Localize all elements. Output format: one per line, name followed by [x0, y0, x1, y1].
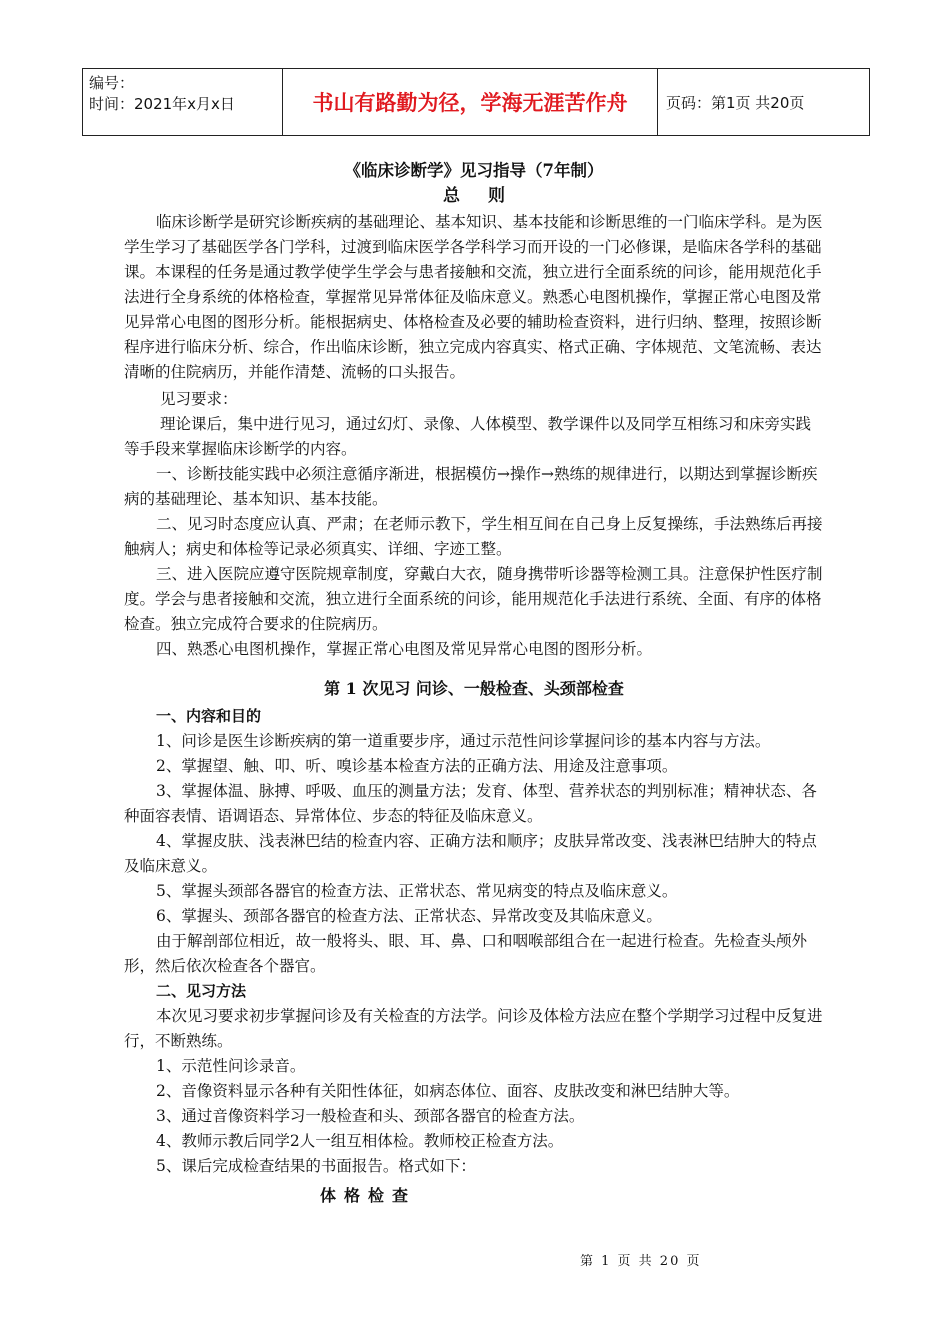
page-info-text: 页码：第1页 共20页 — [666, 93, 805, 112]
doc-subtitle: 总则 — [443, 186, 533, 206]
motto-cell — [283, 69, 658, 135]
part-2-item-3: 3、通过音像资料学习一般检查和头、颈部各器官的检查方法。 — [156, 1107, 585, 1125]
part-1-item-6: 6、掌握头、颈部各器官的检查方法、正常状态、异常改变及其临床意义。 — [156, 907, 662, 925]
doc-title: 《临床诊断学》见习指导（7年制） — [344, 161, 604, 180]
rule-1: 一、诊断技能实践中必须注意循序渐进，根据模仿→操作→熟练的规律进行，以期达到掌握诊断疾病的基础理论、基本知识、基本技能。 — [124, 465, 818, 508]
part-1-heading: 一、内容和目的 — [156, 707, 262, 725]
requirement-heading: 见习要求： — [160, 390, 238, 408]
part-1-item-4: 4、掌握皮肤、浅表淋巴结的检查内容、正确方法和顺序；皮肤异常改变、浅表淋巴结肿大的特点及临床意义。 — [124, 832, 817, 875]
part-1-item-5: 5、掌握头颈部各器官的检查方法、正常状态、常见病变的特点及临床意义。 — [156, 882, 678, 900]
intro-paragraph: 临床诊断学是研究诊断疾病的基础理论、基本知识、基本技能和诊断思维的一门临床学科。是为医学生学习了基础医学各门学科，过渡到临床医学各学科学习而开设的一门必修课，是临床各学科的基础课。本课程的任务是通过教学使学生学会与患者接触和交流，独立进行全面系统的问诊，能用规范化手法进行全身系统的体格检查，掌握常见异常体征及临床意义。熟悉心电图机操作，掌握正常心电图及常见异常心电图的图形分析。能根据病史、体格检查及必要的辅助检查资料，进行归纳、整理，按照诊断程序进行临床分析、综合，作出临床诊断，独立完成内容真实、格式正确、字体规范、文笔流畅、表达清晰的住院病历，并能作清楚、流畅的口头报告。 — [124, 213, 823, 381]
part-2-item-5: 5、课后完成检查结果的书面报告。格式如下： — [156, 1157, 476, 1175]
part-1-item-1: 1、问诊是医生诊断疾病的第一道重要步序，通过示范性问诊掌握问诊的基本内容与方法。 — [156, 732, 771, 750]
part-2-intro: 本次见习要求初步掌握问诊及有关检查的方法学。问诊及体检方法应在整个学期学习过程中反复进行，不断熟练。 — [124, 1007, 823, 1050]
part-1-item-3: 3、掌握体温、脉搏、呼吸、血压的测量方法；发育、体型、营养状态的判别标准；精神状态、各种面容表情、语调语态、异常体位、步态的特征及临床意义。 — [124, 782, 817, 825]
section-1-title: 第 1 次见习 问诊、一般检查、头颈部检查 — [324, 679, 624, 698]
document-body — [124, 158, 824, 1208]
rule-3: 三、进入医院应遵守医院规章制度，穿戴白大衣，随身携带听诊器等检测工具。注意保护性医疗制度。学会与患者接触和交流，独立进行全面系统的问诊，能用规范化手法进行系统、全面、有序的体格检查。独立完成符合要求的住院病历。 — [124, 565, 823, 633]
exam-heading: 体格检查 — [320, 1186, 417, 1205]
rule-2: 二、见习时态度应认真、严肃；在老师示教下，学生相互间在自己身上反复操练，手法熟练后再接触病人；病史和体检等记录必须真实、详细、字迹工整。 — [124, 515, 823, 558]
motto-text: 书山有路勤为径，学海无涯苦作舟 — [312, 91, 628, 115]
page-info-cell — [658, 69, 869, 135]
part-2-item-2: 2、音像资料显示各种有关阳性体征，如病态体位、面容、皮肤改变和淋巴结肿大等。 — [156, 1082, 740, 1100]
rule-4: 四、熟悉心电图机操作，掌握正常心电图及常见异常心电图的图形分析。 — [156, 640, 653, 658]
part-2-item-1: 1、示范性问诊录音。 — [156, 1057, 306, 1075]
date-label: 时间：2021年x月x日 — [89, 95, 235, 113]
part-2-item-4: 4、教师示教后同学2人一组互相体检。教师校正检查方法。 — [156, 1132, 564, 1150]
header-table — [82, 68, 870, 136]
part-2-heading: 二、见习方法 — [156, 982, 247, 1000]
part-1-note: 由于解剖部位相近，故一般将头、眼、耳、鼻、口和咽喉部组合在一起进行检查。先检查头颅外形，然后依次检查各个器官。 — [124, 932, 808, 975]
requirement-paragraph: 理论课后，集中进行见习，通过幻灯、录像、人体模型、教学课件以及同学互相练习和床旁实践等手段来掌握临床诊断学的内容。 — [124, 415, 812, 458]
part-1-item-2: 2、掌握望、触、叩、听、嗅诊基本检查方法的正确方法、用途及注意事项。 — [156, 757, 678, 775]
code-label: 编号： — [89, 74, 135, 92]
page-footer: 第 1 页 共 20 页 — [580, 1254, 702, 1269]
header-meta-cell — [83, 69, 283, 135]
